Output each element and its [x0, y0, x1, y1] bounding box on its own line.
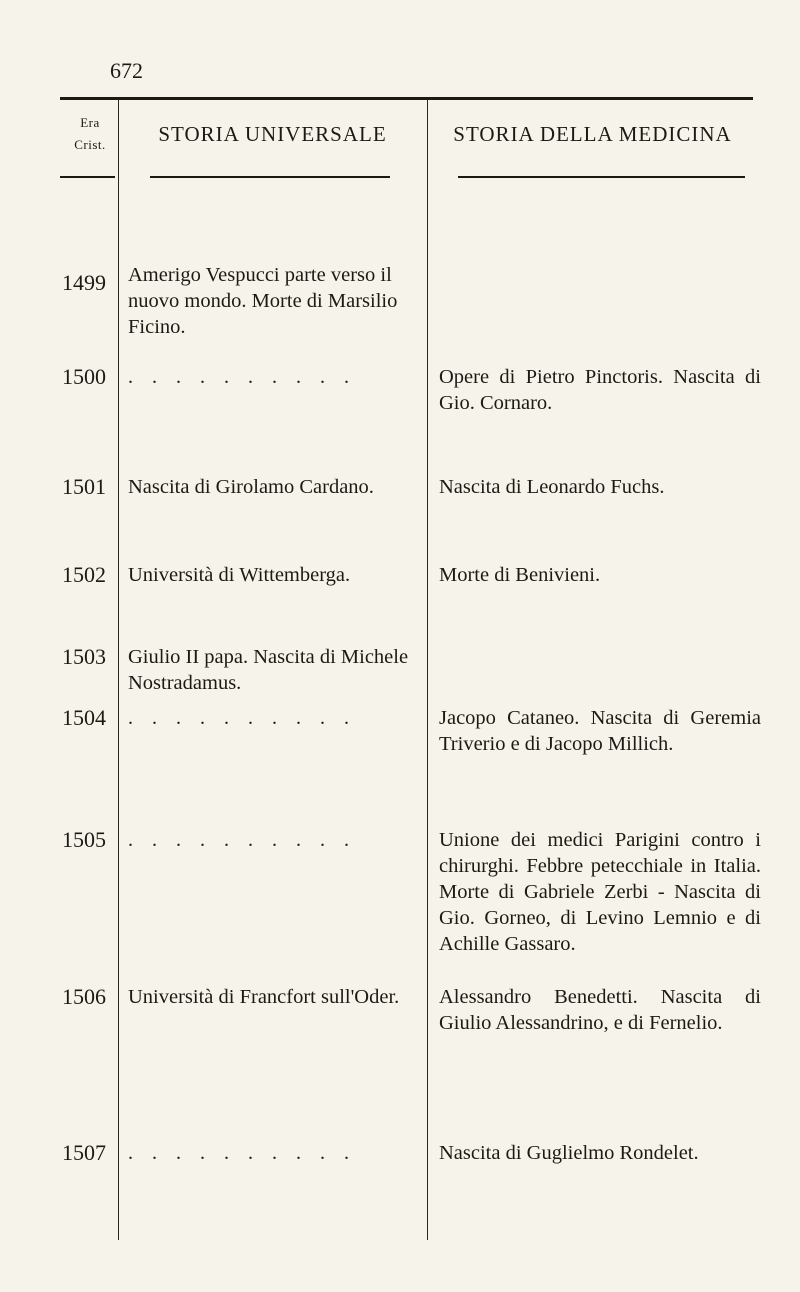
year-1504: 1504 — [62, 705, 106, 730]
header-rule — [60, 176, 753, 178]
event-universal-1500: . . . . . . . . . . — [128, 366, 356, 388]
event-medicine-1504: Jacopo Cataneo. Nascita di Geremia Triverio e di Jacopo Millich. — [439, 707, 761, 755]
event-universal-1501: Nascita di Girolamo Cardano. — [128, 476, 374, 498]
header-era-line2: Crist. — [74, 137, 106, 152]
header-era — [64, 112, 116, 156]
year-1501: 1501 — [62, 474, 106, 499]
year-1503: 1503 — [62, 644, 106, 669]
page-number: 672 — [110, 58, 143, 83]
event-medicine-1506: Alessandro Benedetti. Nascita di Giulio Alessandrino, e di Fernelio. — [439, 986, 761, 1034]
year-1505: 1505 — [62, 827, 106, 852]
event-universal-1507: . . . . . . . . . . — [128, 1142, 356, 1164]
event-universal-1505: . . . . . . . . . . — [128, 829, 356, 851]
event-medicine-1505: Unione dei medici Parigini contro i chirurghi. Febbre petecchiale in Italia. Morte di Gabriele Zerbi - Nascita di Gio. Gorneo, di Levino Lemnio e di Achille Gassaro. — [439, 829, 761, 955]
event-medicine-1501: Nascita di Leonardo Fuchs. — [439, 476, 665, 498]
year-1502: 1502 — [62, 562, 106, 587]
event-universal-1503: Giulio II papa. Nascita di Michele Nostradamus. — [128, 646, 409, 694]
event-medicine-1502: Morte di Benivieni. — [439, 564, 601, 586]
event-universal-1506: Università di Francfort sull'Oder. — [128, 986, 400, 1008]
event-universal-1502: Università di Wittemberga. — [128, 564, 351, 586]
year-1500: 1500 — [62, 364, 106, 389]
top-rule — [60, 97, 753, 100]
header-medicine-history: STORIA DELLA MEDICINA — [453, 122, 732, 146]
header-rule-universal — [150, 176, 390, 178]
event-medicine-1500: Opere di Pietro Pinctoris. Nascita di Gio. Cornaro. — [439, 366, 761, 414]
year-1499: 1499 — [62, 270, 106, 295]
year-1507: 1507 — [62, 1140, 106, 1165]
header-rule-era — [60, 176, 115, 178]
header-rule-medicine — [458, 176, 745, 178]
header-universal-history: STORIA UNIVERSALE — [158, 122, 387, 146]
event-universal-1504: . . . . . . . . . . — [128, 707, 356, 729]
event-universal-1499: Amerigo Vespucci parte verso il nuovo mondo. Morte di Marsilio Ficino. — [128, 264, 398, 338]
event-medicine-1507: Nascita di Guglielmo Rondelet. — [439, 1142, 699, 1164]
header-era-line1: Era — [80, 115, 100, 130]
year-1506: 1506 — [62, 984, 106, 1009]
